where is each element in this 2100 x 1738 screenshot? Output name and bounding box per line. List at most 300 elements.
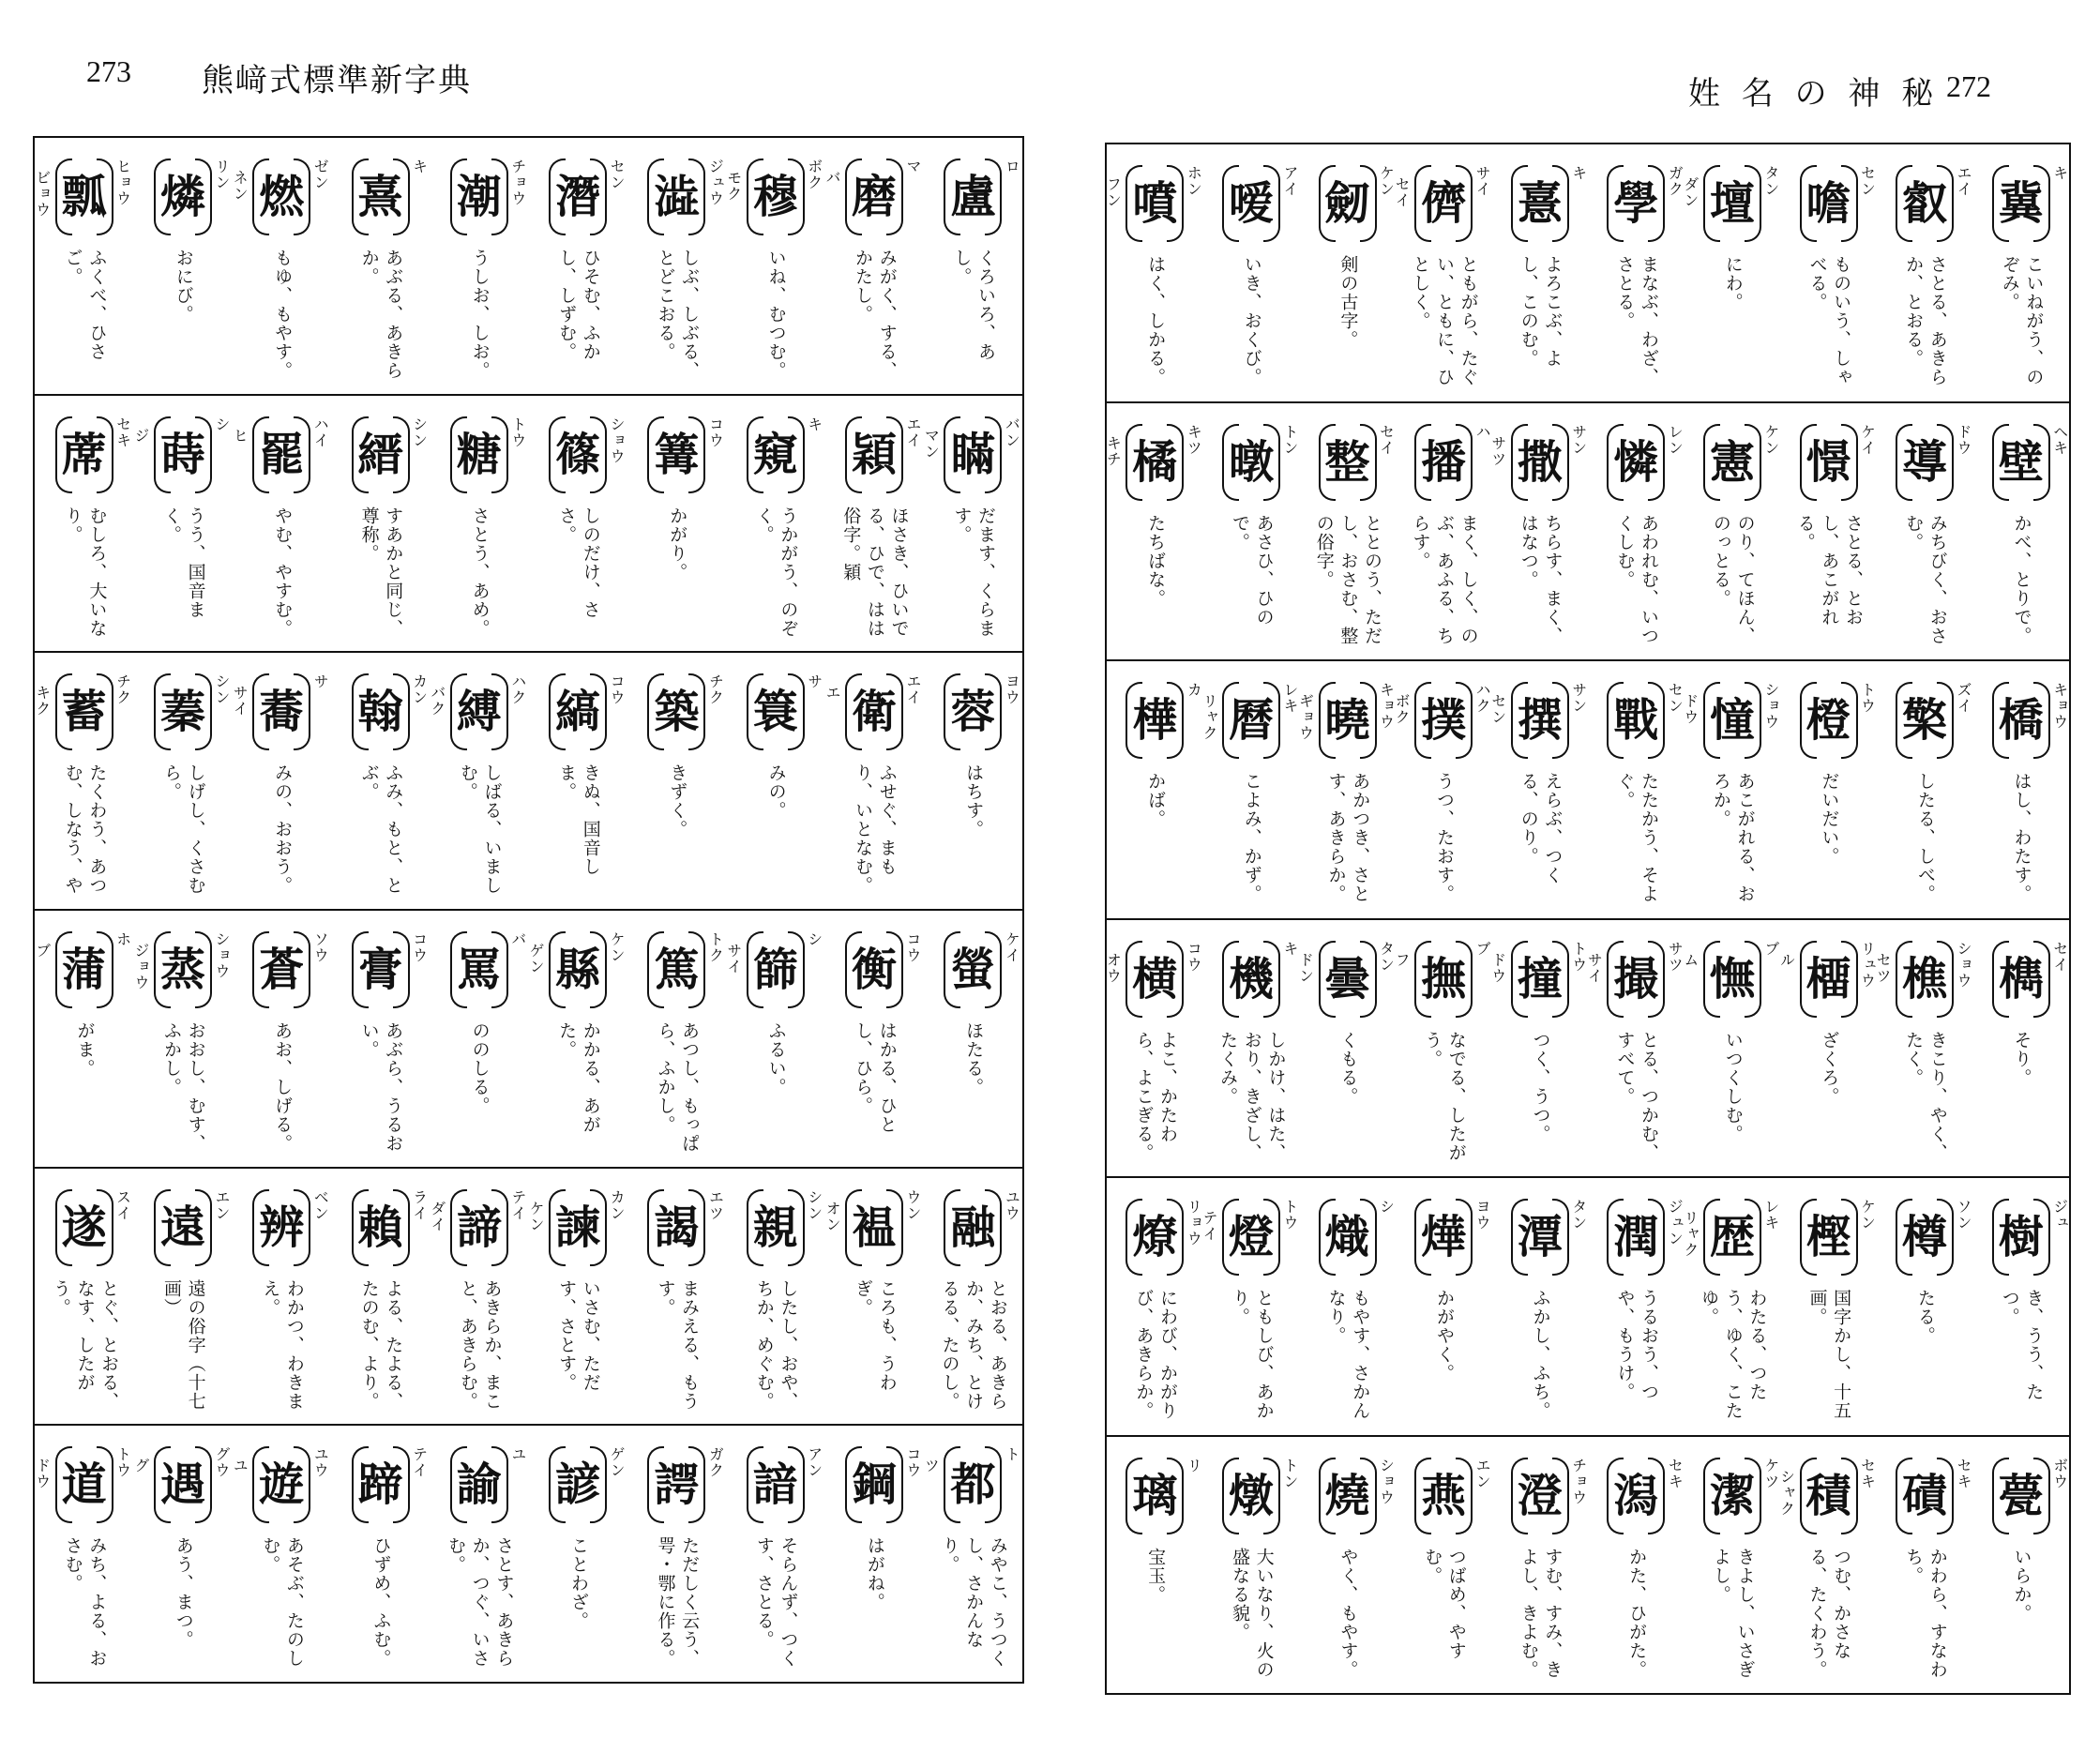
kanji-bracket (252, 159, 310, 235)
kanji-character: 叡 (1902, 177, 1948, 230)
header-left-title: 熊﨑式標準新字典 (202, 62, 472, 99)
kanji-bracket (747, 1189, 805, 1266)
kanji-meaning: きこり、やく、たく。 (1903, 1030, 1948, 1162)
kanji-character: 戰 (1613, 694, 1659, 747)
kanji-meaning: たちばな。 (1145, 513, 1167, 608)
kanji-reading: エツ (706, 1188, 725, 1221)
kanji-meaning: はかる、ひとし、ひら。 (853, 1021, 898, 1135)
kanji-entry (430, 396, 528, 652)
kanji-character: 賴 (357, 1201, 403, 1254)
header-right-title: 姓 名 の 神 秘 (1688, 75, 1940, 113)
kanji-bracket (450, 673, 508, 750)
kanji-meaning: にわび、かがりび、あきらか。 (1133, 1289, 1178, 1420)
kanji-character: 縉 (357, 428, 403, 481)
kanji-meaning: みの、おおう。 (272, 763, 294, 896)
kanji-character: 導 (1902, 435, 1948, 489)
kanji-reading: ゼン (311, 159, 330, 190)
kanji-bracket (154, 416, 212, 493)
kanji-meaning: いつくしむ。 (1722, 1030, 1744, 1143)
kanji-bracket (747, 673, 805, 750)
kanji-character: 遂 (61, 1201, 107, 1254)
kanji-character: 潛 (555, 171, 601, 223)
kanji-meaning: 宝玉。 (1145, 1547, 1167, 1604)
kanji-reading: トク (706, 931, 725, 964)
kanji-meaning: あそぶ、たのしむ。 (260, 1536, 305, 1669)
kanji-character: 磧 (1902, 1469, 1948, 1522)
kanji-entry (331, 911, 430, 1167)
kanji-meaning: たくわう、あつむ、しなう、や (62, 763, 108, 896)
kanji-meaning: いね、むつむ。 (765, 249, 787, 380)
kanji-entry (233, 138, 331, 394)
kanji-character: 鋼 (852, 1458, 898, 1512)
kanji-meaning: がま。 (74, 1021, 96, 1079)
kanji-meaning: あわれむ、いつくしむ。 (1614, 513, 1659, 645)
kanji-character: 曆 (1228, 694, 1274, 747)
kanji-reading: コウ (904, 931, 923, 964)
kanji-entry (1588, 1437, 1685, 1694)
kanji-reading: シン (805, 1188, 823, 1221)
kanji-bracket (154, 159, 212, 235)
kanji-entry (1685, 403, 1781, 660)
table-row (35, 396, 1022, 654)
kanji-bracket (1703, 1458, 1761, 1534)
kanji-entry (529, 653, 627, 909)
kanji-bracket (1703, 682, 1761, 759)
kanji-character: 燉 (1228, 1469, 1274, 1522)
kanji-entry (1681, 1178, 1781, 1435)
kanji-reading: ハ (1473, 423, 1492, 440)
kanji-entry (1972, 403, 2069, 660)
kanji-meaning: わたる、つたう、ゆく、こたゆ。 (1699, 1289, 1768, 1420)
kanji-alt-reading: セツ (1874, 951, 1893, 984)
kanji-character: 螢 (950, 944, 996, 997)
kanji-character: 道 (61, 1458, 107, 1512)
kanji-reading: コウ (410, 931, 429, 964)
kanji-character: 冀 (1998, 177, 2044, 230)
kanji-entry (1107, 661, 1203, 918)
kanji-reading: ハク (1473, 682, 1492, 714)
kanji-alt-reading: ネン (231, 170, 249, 202)
kanji-character: 澁 (654, 171, 700, 223)
kanji-character: 諳 (752, 1458, 798, 1512)
kanji-alt-reading: ジ (131, 427, 150, 444)
kanji-character: 謁 (654, 1201, 700, 1254)
kanji-character: 融 (950, 1201, 996, 1254)
kanji-reading: リン (212, 159, 231, 190)
kanji-character: 遠 (159, 1201, 205, 1254)
kanji-character: 歴 (1709, 1211, 1755, 1263)
kanji-meaning: よこ、かたわら、よこぎる。 (1133, 1030, 1178, 1162)
kanji-entry (1393, 144, 1492, 401)
kanji-meaning: まみえる、もうす。 (655, 1278, 701, 1411)
kanji-entry (627, 1426, 726, 1682)
kanji-reading: エイ (904, 416, 923, 448)
kanji-entry (1780, 1178, 1877, 1435)
kanji-meaning: ひずめ、ふむ。 (370, 1536, 392, 1669)
kanji-bracket (1607, 1199, 1665, 1276)
kanji-alt-reading: オン (823, 1200, 842, 1232)
kanji-reading: リュウ (1858, 940, 1877, 989)
kanji-bracket (252, 1189, 310, 1266)
kanji-entry (1777, 920, 1877, 1177)
kanji-bracket (252, 673, 310, 750)
kanji-reading: ケン (1377, 165, 1396, 197)
kanji-reading: ト (1003, 1446, 1021, 1463)
kanji-entry (1972, 661, 2069, 918)
kanji-bracket (845, 159, 903, 235)
kanji-entry (1203, 1437, 1300, 1694)
kanji-bracket (450, 931, 508, 1008)
kanji-meaning: みがく、する、かたし。 (853, 249, 898, 380)
kanji-reading: エイ (904, 673, 923, 706)
kanji-reading: ライ (410, 1188, 429, 1221)
kanji-reading: ショウ (212, 931, 231, 980)
kanji-meaning: こいねがう、のぞみ。 (1999, 255, 2045, 386)
kanji-bracket (55, 416, 113, 493)
kanji-character: 積 (1805, 1469, 1851, 1522)
left-page-table (33, 136, 1024, 1684)
kanji-entry (1203, 144, 1300, 401)
kanji-meaning: こよみ、かず。 (1241, 772, 1262, 903)
kanji-meaning: はがね。 (864, 1536, 885, 1612)
kanji-character: 潤 (1613, 1211, 1659, 1263)
kanji-meaning: もやす、さかんなり。 (1325, 1289, 1371, 1420)
kanji-bracket (252, 416, 310, 493)
kanji-character: 蒸 (159, 944, 205, 997)
kanji-meaning: あう、まつ。 (173, 1536, 194, 1650)
kanji-entry (1588, 403, 1685, 660)
kanji-bracket (450, 1446, 508, 1523)
kanji-alt-reading: エ (823, 685, 842, 702)
kanji-alt-reading: サツ (1488, 434, 1507, 467)
kanji-reading: タン (1377, 940, 1396, 973)
kanji-bracket (647, 1189, 705, 1266)
kanji-reading: エイ (1955, 165, 1973, 197)
kanji-reading: ケン (1858, 1199, 1877, 1231)
kanji-reading: ジュン (1666, 1199, 1685, 1247)
kanji-character: 蒔 (159, 428, 205, 481)
kanji-bracket (1511, 1458, 1569, 1534)
kanji-reading: ハク (508, 673, 527, 706)
kanji-entry (233, 1169, 331, 1425)
kanji-bracket (1992, 1458, 2050, 1534)
kanji-alt-reading: セイ (1393, 176, 1412, 208)
kanji-character: 簑 (752, 686, 798, 739)
kanji-entry (1203, 403, 1300, 660)
kanji-entry (1585, 920, 1685, 1177)
kanji-bracket (944, 416, 1002, 493)
kanji-meaning: しのだけ、ささ。 (556, 506, 601, 619)
kanji-bracket (154, 931, 212, 1008)
kanji-entry (1107, 1437, 1203, 1694)
kanji-bracket (1222, 165, 1280, 242)
kanji-character: 衡 (852, 944, 898, 997)
header-right-page-number: 272 (1946, 69, 1991, 103)
kanji-character: 播 (1421, 435, 1467, 489)
kanji-meaning: ことわざ。 (567, 1536, 589, 1631)
kanji-character: 蓄 (61, 686, 107, 739)
kanji-character: 諦 (456, 1201, 502, 1254)
kanji-reading: エン (212, 1188, 231, 1221)
kanji-reading: ブ (1761, 940, 1780, 957)
kanji-alt-reading: シャク (1777, 1468, 1796, 1517)
kanji-entry (1104, 403, 1203, 660)
kanji-entry (133, 396, 232, 652)
kanji-meaning: かわら、すなわち。 (1903, 1547, 1948, 1679)
kanji-character: 學 (1613, 177, 1659, 230)
kanji-character: 橋 (1998, 694, 2044, 747)
kanji-meaning: なでる、したがう。 (1422, 1030, 1467, 1162)
kanji-character: 壁 (1998, 435, 2044, 489)
kanji-reading: ウン (904, 1188, 923, 1221)
kanji-meaning: ふみ、もと、とぶ。 (358, 763, 404, 896)
kanji-entry (1396, 1437, 1492, 1694)
kanji-character: 瞞 (950, 428, 996, 481)
kanji-bracket (747, 159, 805, 235)
kanji-reading: カン (608, 1188, 627, 1221)
kanji-meaning: 遠の俗字（十七画） (160, 1278, 206, 1411)
kanji-entry (924, 138, 1022, 394)
kanji-bracket (1511, 1199, 1569, 1276)
kanji-entry (1972, 1178, 2069, 1435)
kanji-reading: レキ (1280, 682, 1299, 714)
kanji-meaning: すむ、すみ、きよし、きよむ。 (1518, 1547, 1564, 1679)
kanji-character: 篝 (654, 428, 700, 481)
kanji-character: 潔 (1709, 1469, 1755, 1522)
kanji-bracket (352, 931, 410, 1008)
kanji-character: 憬 (1805, 435, 1851, 489)
kanji-entry (627, 138, 726, 394)
kanji-entry (1685, 1437, 1781, 1694)
kanji-reading: サン (1569, 682, 1588, 714)
kanji-meaning: おにび。 (173, 249, 194, 324)
kanji-meaning: しぶ、しぶる、とどこおる。 (655, 249, 701, 380)
kanji-bracket (1896, 1199, 1954, 1276)
kanji-bracket (1222, 1199, 1280, 1276)
kanji-character: 膏 (357, 944, 403, 997)
kanji-character: 諺 (555, 1458, 601, 1512)
kanji-meaning: ほさき、ひいでる、ひで、はは俗字。穎 (840, 506, 910, 638)
kanji-bracket (352, 159, 410, 235)
kanji-reading: ケイ (1858, 423, 1877, 456)
kanji-character: 機 (1228, 952, 1274, 1005)
kanji-meaning: いさむ、ただす、さとす。 (556, 1278, 601, 1392)
kanji-character: 縛 (456, 686, 502, 739)
kanji-alt-reading: バク (428, 685, 446, 718)
kanji-reading: キ (1569, 165, 1588, 181)
kanji-alt-reading: リャク (1200, 693, 1218, 741)
kanji-bracket (1319, 424, 1377, 501)
kanji-meaning: 国字かし、十五画。 (1806, 1289, 1852, 1420)
kanji-bracket (1511, 165, 1569, 242)
kanji-entry (824, 396, 923, 652)
kanji-reading: カン (410, 673, 429, 706)
kanji-reading: ドウ (1955, 423, 1973, 456)
kanji-reading: チク (113, 673, 132, 706)
kanji-entry (1877, 403, 1973, 660)
kanji-reading: カ (1185, 682, 1203, 698)
kanji-alt-reading: バ (823, 170, 842, 186)
kanji-character: 潭 (1517, 1211, 1563, 1263)
kanji-alt-reading: ブ (33, 943, 52, 960)
kanji-reading: コウ (1185, 940, 1203, 973)
kanji-entry (1104, 920, 1203, 1177)
kanji-character: 曉 (1324, 694, 1370, 747)
kanji-reading: セキ (1858, 1457, 1877, 1489)
kanji-alt-reading: ビョウ (33, 170, 52, 218)
kanji-reading: シ (212, 416, 231, 432)
kanji-bracket (549, 931, 607, 1008)
kanji-bracket (1126, 941, 1184, 1018)
table-row (1104, 144, 2069, 403)
kanji-bracket (1896, 165, 1954, 242)
kanji-character: 燒 (1324, 1469, 1370, 1522)
kanji-reading: トウ (1569, 940, 1588, 973)
kanji-reading: ヘキ (2050, 423, 2069, 456)
kanji-entry (35, 911, 133, 1167)
kanji-meaning: えらぶ、つくる、のり。 (1518, 772, 1564, 884)
kanji-bracket (1319, 165, 1377, 242)
kanji-character: 撒 (1517, 435, 1563, 489)
kanji-entry (824, 1169, 923, 1425)
kanji-reading: セキ (1955, 1457, 1973, 1489)
kanji-bracket (1992, 165, 2050, 242)
header-left-page-number: 273 (86, 54, 131, 88)
kanji-character: 整 (1324, 435, 1370, 489)
kanji-reading: ヒョウ (113, 159, 132, 206)
kanji-bracket (55, 1189, 113, 1266)
kanji-reading: ソン (1955, 1199, 1973, 1231)
kanji-bracket (1511, 682, 1569, 759)
kanji-alt-reading: ギョウ (1296, 693, 1315, 741)
kanji-reading: セイ (1377, 423, 1396, 456)
kanji-character: 潟 (1613, 1469, 1659, 1522)
kanji-meaning: まなぶ、わざ、さとる。 (1614, 255, 1659, 386)
kanji-entry (35, 653, 133, 909)
kanji-alt-reading: キク (33, 685, 52, 718)
kanji-bracket (252, 931, 310, 1008)
kanji-character: 親 (752, 1201, 798, 1254)
kanji-bracket (1800, 1458, 1858, 1534)
kanji-meaning: きぬ、国音しま。 (556, 763, 601, 877)
kanji-entry (1972, 1437, 2069, 1694)
table-row (1107, 661, 2069, 920)
kanji-entry (726, 138, 824, 394)
kanji-character: 撲 (1421, 694, 1467, 747)
kanji-meaning: かかる、あがた。 (556, 1021, 601, 1135)
kanji-entry (1491, 1437, 1588, 1694)
kanji-character: 暾 (1228, 435, 1274, 489)
kanji-character: 瓢 (61, 171, 107, 223)
kanji-alt-reading: キチ (1104, 434, 1123, 467)
kanji-entry (35, 138, 133, 394)
kanji-meaning: のり、てほん、のっとる。 (1710, 513, 1756, 645)
kanji-reading: キョウ (2050, 682, 2069, 730)
kanji-character: 撫 (1421, 952, 1467, 1005)
kanji-alt-reading: ユ (231, 1458, 249, 1474)
kanji-bracket (845, 673, 903, 750)
kanji-character: 遇 (159, 1458, 205, 1512)
kanji-bracket (1126, 682, 1184, 759)
kanji-character: 澄 (1517, 1469, 1563, 1522)
kanji-meaning: よろこぶ、よし、このむ。 (1518, 255, 1564, 368)
kanji-reading: ズイ (1955, 682, 1973, 714)
kanji-character: 縣 (555, 944, 601, 997)
kanji-entry (35, 1426, 133, 1682)
kanji-entry (1488, 920, 1588, 1177)
kanji-character: 諤 (654, 1458, 700, 1512)
kanji-bracket (1222, 941, 1280, 1018)
kanji-character: 篩 (752, 944, 798, 997)
kanji-bracket (1896, 1458, 1954, 1534)
kanji-bracket (1511, 424, 1569, 501)
kanji-meaning: だいだい。 (1819, 772, 1840, 866)
kanji-meaning: はし、わたす。 (2011, 772, 2032, 903)
kanji-reading: セキ (113, 416, 132, 448)
kanji-bracket (1319, 1199, 1377, 1276)
kanji-entry (1877, 1178, 1973, 1435)
kanji-reading: キ (1280, 940, 1299, 957)
kanji-bracket (352, 673, 410, 750)
kanji-entry (331, 1169, 430, 1425)
kanji-meaning: もゆ、もやす。 (272, 249, 294, 380)
kanji-reading: シン (410, 416, 429, 448)
kanji-meaning: ののしる。 (469, 1021, 491, 1116)
kanji-alt-reading: ル (1777, 951, 1796, 968)
kanji-bracket (1607, 165, 1665, 242)
kanji-entry (1396, 403, 1492, 660)
kanji-meaning: とおる、あきらか、みち、とけるる、たのし。 (939, 1278, 1008, 1411)
kanji-reading: チク (706, 673, 725, 706)
kanji-reading: トウ (1858, 682, 1877, 714)
kanji-entry (430, 653, 528, 909)
kanji-meaning: いらか。 (2011, 1547, 2032, 1623)
kanji-meaning: とぐ、とおる、なす、したがう。 (50, 1278, 120, 1411)
kanji-entry (1681, 661, 1781, 918)
kanji-bracket (1703, 424, 1761, 501)
kanji-meaning: ざくろ。 (1819, 1030, 1840, 1106)
kanji-reading: ユウ (1003, 1188, 1021, 1221)
kanji-bracket (1414, 1199, 1473, 1276)
kanji-meaning: き、うう、たつ。 (1999, 1289, 2045, 1401)
kanji-alt-reading: ケン (527, 1200, 546, 1232)
kanji-reading: タン (1569, 1199, 1588, 1231)
kanji-alt-reading: ジョウ (131, 943, 150, 991)
kanji-entry (726, 911, 824, 1167)
kanji-reading: セン (608, 159, 627, 190)
kanji-entry (1780, 144, 1877, 401)
kanji-bracket (944, 1189, 1002, 1266)
kanji-alt-reading: グ (131, 1458, 150, 1474)
kanji-bracket (1414, 941, 1473, 1018)
right-page-table (1105, 143, 2071, 1695)
kanji-entry (1972, 920, 2069, 1177)
kanji-character: 穆 (752, 171, 798, 223)
kanji-character: 蹄 (357, 1458, 403, 1512)
kanji-entry (1299, 144, 1396, 401)
kanji-meaning: かば。 (1145, 772, 1167, 828)
kanji-reading: テイ (410, 1446, 429, 1479)
kanji-bracket (1896, 941, 1954, 1018)
kanji-meaning: あぶる、あきらか。 (358, 249, 404, 380)
kanji-reading: ボウ (2050, 1457, 2069, 1489)
kanji-reading: トウ (508, 416, 527, 448)
kanji-character: 憲 (1709, 435, 1755, 489)
kanji-entry (430, 911, 528, 1167)
kanji-meaning: ただしく云う、咢・鄂に作る。 (655, 1536, 701, 1669)
kanji-character: 噴 (1132, 177, 1178, 230)
kanji-entry (1203, 920, 1300, 1177)
